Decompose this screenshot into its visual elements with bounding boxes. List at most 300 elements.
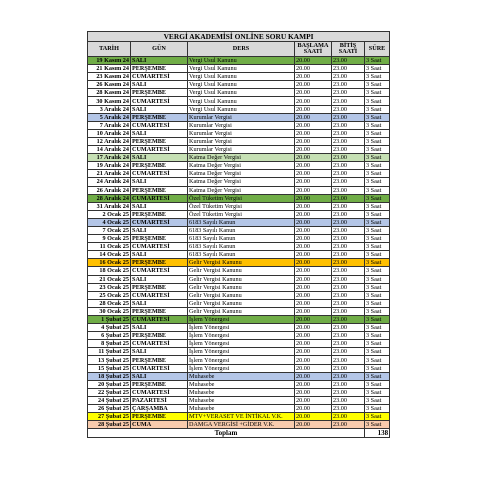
column-header-start: [295, 42, 332, 57]
column-header-subject: DERS: [188, 42, 295, 57]
table-row: [88, 210, 390, 218]
row-subject-cell: 6183 Sayılı Kanun: [188, 226, 295, 234]
row-date-cell: 14 Aralık 24: [88, 146, 131, 154]
row-day-cell: SALI: [131, 324, 188, 332]
row-start-time-cell: 20.00: [295, 154, 332, 162]
table-title: VERGİ AKADEMİSİ ONLİNE SORU KAMPI: [88, 32, 390, 42]
row-date-cell: 23 Kasım 24: [88, 73, 131, 81]
row-end-time-cell: 23.00: [332, 364, 365, 372]
row-end-time-cell: 23.00: [332, 299, 365, 307]
row-day-cell: SALI: [131, 348, 188, 356]
table-row: [88, 243, 390, 251]
row-subject-cell: MTV+VERASET VE İNTİKAL V.K.: [188, 413, 295, 421]
table-row: [88, 218, 390, 226]
row-end-time-cell: 23.00: [332, 137, 365, 145]
row-date-cell: 4 Ocak 25: [88, 218, 131, 226]
row-duration-cell: 3 Saat: [365, 340, 390, 348]
row-start-time-cell: 20.00: [295, 89, 332, 97]
row-end-time-cell: 23.00: [332, 413, 365, 421]
row-end-time-cell: 23.00: [332, 421, 365, 429]
row-duration-cell: 3 Saat: [365, 299, 390, 307]
row-subject-cell: Özel Tüketim Vergisi: [188, 194, 295, 202]
row-date-cell: 4 Şubat 25: [88, 324, 131, 332]
row-duration-cell: 3 Saat: [365, 405, 390, 413]
table-row: [88, 372, 390, 380]
row-start-time-cell: 20.00: [295, 267, 332, 275]
row-date-cell: 18 Şubat 25: [88, 372, 131, 380]
row-date-cell: 26 Kasım 24: [88, 81, 131, 89]
row-day-cell: CUMARTESİ: [131, 73, 188, 81]
row-end-time-cell: 23.00: [332, 275, 365, 283]
row-end-time-cell: 23.00: [332, 332, 365, 340]
row-start-time-cell: 20.00: [295, 405, 332, 413]
row-duration-cell: 3 Saat: [365, 324, 390, 332]
row-subject-cell: Gelir Vergisi Kanunu: [188, 299, 295, 307]
table-row: [88, 202, 390, 210]
row-date-cell: 28 Kasım 24: [88, 89, 131, 97]
row-subject-cell: İşlem Yönergesi: [188, 340, 295, 348]
row-duration-cell: 3 Saat: [365, 283, 390, 291]
row-duration-cell: 3 Saat: [365, 73, 390, 81]
row-subject-cell: Vergi Usul Kanunu: [188, 65, 295, 73]
row-end-time-cell: 23.00: [332, 380, 365, 388]
row-end-time-cell: 23.00: [332, 340, 365, 348]
row-end-time-cell: 23.00: [332, 324, 365, 332]
row-day-cell: ÇARŞAMBA: [131, 405, 188, 413]
row-subject-cell: Muhasebe: [188, 405, 295, 413]
row-start-time-cell: 20.00: [295, 81, 332, 89]
row-duration-cell: 3 Saat: [365, 291, 390, 299]
row-day-cell: PERŞEMBE: [131, 283, 188, 291]
row-end-time-cell: 23.00: [332, 202, 365, 210]
row-end-time-cell: 23.00: [332, 218, 365, 226]
table-row: [88, 405, 390, 413]
row-start-time-cell: 20.00: [295, 299, 332, 307]
row-start-time-cell: 20.00: [295, 372, 332, 380]
row-start-time-cell: 20.00: [295, 275, 332, 283]
row-duration-cell: 3 Saat: [365, 348, 390, 356]
row-date-cell: 21 Ocak 25: [88, 275, 131, 283]
row-date-cell: 26 Aralık 24: [88, 186, 131, 194]
table-row: [88, 194, 390, 202]
row-duration-cell: 3 Saat: [365, 380, 390, 388]
row-start-time-cell: 20.00: [295, 170, 332, 178]
row-end-time-cell: 23.00: [332, 129, 365, 137]
row-date-cell: 11 Ocak 25: [88, 243, 131, 251]
row-date-cell: 28 Ocak 25: [88, 299, 131, 307]
row-duration-cell: 3 Saat: [365, 372, 390, 380]
row-day-cell: SALI: [131, 226, 188, 234]
row-duration-cell: 3 Saat: [365, 316, 390, 324]
row-start-time-cell: 20.00: [295, 121, 332, 129]
row-subject-cell: Muhasebe: [188, 388, 295, 396]
row-day-cell: CUMARTESİ: [131, 316, 188, 324]
row-day-cell: CUMARTESİ: [131, 97, 188, 105]
table-row: [88, 413, 390, 421]
row-subject-cell: 6183 Sayılı Kanun: [188, 218, 295, 226]
row-end-time-cell: 23.00: [332, 121, 365, 129]
table-row: [88, 105, 390, 113]
row-day-cell: SALI: [131, 275, 188, 283]
row-subject-cell: Katma Değer Vergisi: [188, 178, 295, 186]
row-start-time-cell: 20.00: [295, 226, 332, 234]
column-header-start-line2: SAATİ: [303, 48, 323, 55]
row-day-cell: SALI: [131, 251, 188, 259]
column-header-duration: SÜRE: [365, 42, 390, 57]
row-duration-cell: 3 Saat: [365, 251, 390, 259]
row-date-cell: 19 Kasım 24: [88, 57, 131, 65]
row-start-time-cell: 20.00: [295, 162, 332, 170]
row-subject-cell: İşlem Yönergesi: [188, 324, 295, 332]
table-row: [88, 73, 390, 81]
row-day-cell: CUMARTESİ: [131, 146, 188, 154]
row-day-cell: SALI: [131, 299, 188, 307]
table-row: [88, 348, 390, 356]
row-end-time-cell: 23.00: [332, 372, 365, 380]
table-row: [88, 97, 390, 105]
total-label: Toplam: [88, 429, 365, 438]
table-row: [88, 251, 390, 259]
row-duration-cell: 3 Saat: [365, 129, 390, 137]
row-date-cell: 31 Aralık 24: [88, 202, 131, 210]
row-date-cell: 19 Aralık 24: [88, 162, 131, 170]
row-duration-cell: 3 Saat: [365, 121, 390, 129]
row-day-cell: CUMARTESİ: [131, 291, 188, 299]
row-date-cell: 15 Şubat 25: [88, 364, 131, 372]
row-date-cell: 2 Ocak 25: [88, 210, 131, 218]
row-day-cell: SALI: [131, 105, 188, 113]
row-start-time-cell: 20.00: [295, 291, 332, 299]
table-row: [88, 332, 390, 340]
row-duration-cell: 3 Saat: [365, 186, 390, 194]
table-row: [88, 396, 390, 404]
row-date-cell: 21 Kasım 24: [88, 65, 131, 73]
row-subject-cell: Katma Değer Vergisi: [188, 162, 295, 170]
row-start-time-cell: 20.00: [295, 259, 332, 267]
row-end-time-cell: 23.00: [332, 97, 365, 105]
row-date-cell: 13 Şubat 25: [88, 356, 131, 364]
row-start-time-cell: 20.00: [295, 396, 332, 404]
row-day-cell: PERŞEMBE: [131, 186, 188, 194]
row-start-time-cell: 20.00: [295, 340, 332, 348]
table-row: [88, 89, 390, 97]
row-subject-cell: Gelir Vergisi Kanunu: [188, 283, 295, 291]
row-subject-cell: Vergi Usul Kanunu: [188, 57, 295, 65]
total-value: 138: [365, 429, 390, 438]
row-start-time-cell: 20.00: [295, 73, 332, 81]
row-end-time-cell: 23.00: [332, 105, 365, 113]
table-row: [88, 162, 390, 170]
row-start-time-cell: 20.00: [295, 413, 332, 421]
row-day-cell: CUMARTESİ: [131, 170, 188, 178]
row-duration-cell: 3 Saat: [365, 226, 390, 234]
table-row: [88, 57, 390, 65]
row-duration-cell: 3 Saat: [365, 97, 390, 105]
row-start-time-cell: 20.00: [295, 137, 332, 145]
row-end-time-cell: 23.00: [332, 113, 365, 121]
row-date-cell: 24 Şubat 25: [88, 396, 131, 404]
row-start-time-cell: 20.00: [295, 332, 332, 340]
row-day-cell: PERŞEMBE: [131, 210, 188, 218]
table-row: [88, 283, 390, 291]
row-start-time-cell: 20.00: [295, 194, 332, 202]
row-duration-cell: 3 Saat: [365, 235, 390, 243]
row-end-time-cell: 23.00: [332, 251, 365, 259]
table-row: [88, 324, 390, 332]
row-end-time-cell: 23.00: [332, 210, 365, 218]
row-subject-cell: DAMGA VERGİSİ +GİDER V.K.: [188, 421, 295, 429]
row-day-cell: PERŞEMBE: [131, 235, 188, 243]
row-end-time-cell: 23.00: [332, 259, 365, 267]
row-duration-cell: 3 Saat: [365, 307, 390, 315]
row-subject-cell: İşlem Yönergesi: [188, 364, 295, 372]
row-subject-cell: Kurumlar Vergisi: [188, 121, 295, 129]
table-row: [88, 275, 390, 283]
schedule-rows: [88, 57, 390, 429]
row-duration-cell: 3 Saat: [365, 178, 390, 186]
row-subject-cell: Gelir Vergisi Kanunu: [188, 307, 295, 315]
row-start-time-cell: 20.00: [295, 348, 332, 356]
row-date-cell: 6 Şubat 25: [88, 332, 131, 340]
row-duration-cell: 3 Saat: [365, 356, 390, 364]
row-end-time-cell: 23.00: [332, 73, 365, 81]
row-day-cell: SALI: [131, 129, 188, 137]
row-subject-cell: Katma Değer Vergisi: [188, 186, 295, 194]
row-start-time-cell: 20.00: [295, 307, 332, 315]
row-end-time-cell: 23.00: [332, 81, 365, 89]
row-date-cell: 25 Ocak 25: [88, 291, 131, 299]
row-duration-cell: 3 Saat: [365, 146, 390, 154]
column-header-date: TARİH: [88, 42, 131, 57]
row-day-cell: CUMARTESİ: [131, 121, 188, 129]
row-day-cell: PERŞEMBE: [131, 332, 188, 340]
row-subject-cell: Katma Değer Vergisi: [188, 170, 295, 178]
row-subject-cell: Özel Tüketim Vergisi: [188, 210, 295, 218]
table-row: [88, 81, 390, 89]
row-end-time-cell: 23.00: [332, 291, 365, 299]
row-duration-cell: 3 Saat: [365, 267, 390, 275]
row-start-time-cell: 20.00: [295, 251, 332, 259]
row-duration-cell: 3 Saat: [365, 243, 390, 251]
row-start-time-cell: 20.00: [295, 324, 332, 332]
row-duration-cell: 3 Saat: [365, 105, 390, 113]
table-row: [88, 186, 390, 194]
row-date-cell: 21 Aralık 24: [88, 170, 131, 178]
table-row: [88, 421, 390, 429]
row-date-cell: 12 Aralık 24: [88, 137, 131, 145]
row-day-cell: PERŞEMBE: [131, 113, 188, 121]
row-subject-cell: Vergi Usul Kanunu: [188, 81, 295, 89]
row-start-time-cell: 20.00: [295, 210, 332, 218]
table-row: [88, 380, 390, 388]
table-row: [88, 113, 390, 121]
row-end-time-cell: 23.00: [332, 348, 365, 356]
row-duration-cell: 3 Saat: [365, 388, 390, 396]
table-row: [88, 291, 390, 299]
row-subject-cell: İşlem Yönergesi: [188, 356, 295, 364]
row-day-cell: CUMARTESİ: [131, 194, 188, 202]
row-date-cell: 16 Ocak 25: [88, 259, 131, 267]
table-row: [88, 121, 390, 129]
row-end-time-cell: 23.00: [332, 186, 365, 194]
row-date-cell: 22 Şubat 25: [88, 388, 131, 396]
row-day-cell: SALI: [131, 81, 188, 89]
row-end-time-cell: 23.00: [332, 283, 365, 291]
row-date-cell: 9 Ocak 25: [88, 235, 131, 243]
row-duration-cell: 3 Saat: [365, 154, 390, 162]
row-date-cell: 7 Aralık 24: [88, 121, 131, 129]
row-duration-cell: 3 Saat: [365, 218, 390, 226]
row-date-cell: 28 Şubat 25: [88, 421, 131, 429]
row-end-time-cell: 23.00: [332, 356, 365, 364]
row-duration-cell: 3 Saat: [365, 275, 390, 283]
row-date-cell: 3 Aralık 24: [88, 105, 131, 113]
row-day-cell: SALI: [131, 372, 188, 380]
row-day-cell: CUMARTESİ: [131, 243, 188, 251]
row-start-time-cell: 20.00: [295, 235, 332, 243]
row-subject-cell: Kurumlar Vergisi: [188, 113, 295, 121]
row-start-time-cell: 20.00: [295, 364, 332, 372]
row-subject-cell: Kurumlar Vergisi: [188, 129, 295, 137]
row-end-time-cell: 23.00: [332, 405, 365, 413]
row-duration-cell: 3 Saat: [365, 113, 390, 121]
table-row: [88, 146, 390, 154]
row-subject-cell: Kurumlar Vergisi: [188, 137, 295, 145]
row-duration-cell: 3 Saat: [365, 81, 390, 89]
row-date-cell: 10 Aralık 24: [88, 129, 131, 137]
row-end-time-cell: 23.00: [332, 57, 365, 65]
row-date-cell: 20 Şubat 25: [88, 380, 131, 388]
row-start-time-cell: 20.00: [295, 97, 332, 105]
row-day-cell: SALI: [131, 202, 188, 210]
row-subject-cell: Gelir Vergisi Kanunu: [188, 259, 295, 267]
table-row: [88, 65, 390, 73]
table-row: [88, 259, 390, 267]
row-subject-cell: İşlem Yönergesi: [188, 332, 295, 340]
row-end-time-cell: 23.00: [332, 388, 365, 396]
table-row: [88, 356, 390, 364]
row-duration-cell: 3 Saat: [365, 364, 390, 372]
row-end-time-cell: 23.00: [332, 170, 365, 178]
row-subject-cell: İşlem Yönergesi: [188, 316, 295, 324]
row-subject-cell: 6183 Sayılı Kanun: [188, 235, 295, 243]
table-row: [88, 299, 390, 307]
row-duration-cell: 3 Saat: [365, 137, 390, 145]
table-row: [88, 388, 390, 396]
row-duration-cell: 3 Saat: [365, 162, 390, 170]
row-subject-cell: Kurumlar Vergisi: [188, 146, 295, 154]
table-row: [88, 137, 390, 145]
row-duration-cell: 3 Saat: [365, 413, 390, 421]
row-end-time-cell: 23.00: [332, 65, 365, 73]
row-date-cell: 30 Ocak 25: [88, 307, 131, 315]
column-header-end: [332, 42, 365, 57]
row-subject-cell: Gelir Vergisi Kanunu: [188, 275, 295, 283]
row-subject-cell: 6183 Sayılı Kanun: [188, 251, 295, 259]
row-duration-cell: 3 Saat: [365, 210, 390, 218]
row-duration-cell: 3 Saat: [365, 259, 390, 267]
row-start-time-cell: 20.00: [295, 65, 332, 73]
row-duration-cell: 3 Saat: [365, 396, 390, 404]
row-date-cell: 26 Şubat 25: [88, 405, 131, 413]
row-end-time-cell: 23.00: [332, 235, 365, 243]
row-start-time-cell: 20.00: [295, 218, 332, 226]
row-subject-cell: Muhasebe: [188, 380, 295, 388]
row-date-cell: 17 Aralık 24: [88, 154, 131, 162]
row-start-time-cell: 20.00: [295, 57, 332, 65]
row-date-cell: 14 Ocak 25: [88, 251, 131, 259]
row-subject-cell: Özel Tüketim Vergisi: [188, 202, 295, 210]
row-subject-cell: İşlem Yönergesi: [188, 348, 295, 356]
row-start-time-cell: 20.00: [295, 105, 332, 113]
row-duration-cell: 3 Saat: [365, 57, 390, 65]
row-start-time-cell: 20.00: [295, 388, 332, 396]
row-end-time-cell: 23.00: [332, 162, 365, 170]
row-day-cell: PERŞEMBE: [131, 259, 188, 267]
row-duration-cell: 3 Saat: [365, 332, 390, 340]
row-duration-cell: 3 Saat: [365, 202, 390, 210]
row-day-cell: PERŞEMBE: [131, 307, 188, 315]
row-subject-cell: Katma Değer Vergisi: [188, 154, 295, 162]
row-end-time-cell: 23.00: [332, 154, 365, 162]
row-start-time-cell: 20.00: [295, 421, 332, 429]
row-day-cell: PERŞEMBE: [131, 413, 188, 421]
row-date-cell: 23 Ocak 25: [88, 283, 131, 291]
column-header-end-line1: BİTİŞ: [339, 41, 357, 49]
row-duration-cell: 3 Saat: [365, 170, 390, 178]
column-header-start-line1: BAŞLAMA: [297, 41, 329, 49]
row-date-cell: 1 Şubat 25: [88, 316, 131, 324]
table-row: [88, 129, 390, 137]
row-subject-cell: Gelir Vergisi Kanunu: [188, 291, 295, 299]
row-end-time-cell: 23.00: [332, 226, 365, 234]
row-start-time-cell: 20.00: [295, 186, 332, 194]
row-start-time-cell: 20.00: [295, 380, 332, 388]
row-start-time-cell: 20.00: [295, 283, 332, 291]
row-date-cell: 18 Ocak 25: [88, 267, 131, 275]
row-duration-cell: 3 Saat: [365, 194, 390, 202]
row-date-cell: 11 Şubat 25: [88, 348, 131, 356]
column-header-day: GÜN: [131, 42, 188, 57]
row-day-cell: CUMARTESİ: [131, 267, 188, 275]
row-day-cell: CUMARTESİ: [131, 340, 188, 348]
row-start-time-cell: 20.00: [295, 113, 332, 121]
row-subject-cell: Gelir Vergisi Kanunu: [188, 267, 295, 275]
row-date-cell: 30 Kasım 24: [88, 97, 131, 105]
table-row: [88, 340, 390, 348]
row-end-time-cell: 23.00: [332, 146, 365, 154]
row-start-time-cell: 20.00: [295, 146, 332, 154]
table-row: [88, 307, 390, 315]
row-start-time-cell: 20.00: [295, 316, 332, 324]
row-date-cell: 28 Aralık 24: [88, 194, 131, 202]
row-subject-cell: Vergi Usul Kanunu: [188, 73, 295, 81]
row-subject-cell: Muhasebe: [188, 372, 295, 380]
row-end-time-cell: 23.00: [332, 178, 365, 186]
row-end-time-cell: 23.00: [332, 89, 365, 97]
row-date-cell: 7 Ocak 25: [88, 226, 131, 234]
row-day-cell: SALI: [131, 154, 188, 162]
row-day-cell: SALI: [131, 178, 188, 186]
row-day-cell: CUMARTESİ: [131, 388, 188, 396]
schedule-table: [87, 31, 390, 438]
row-day-cell: PERŞEMBE: [131, 380, 188, 388]
table-row: [88, 170, 390, 178]
row-end-time-cell: 23.00: [332, 396, 365, 404]
row-date-cell: 8 Şubat 25: [88, 340, 131, 348]
row-start-time-cell: 20.00: [295, 178, 332, 186]
row-end-time-cell: 23.00: [332, 316, 365, 324]
